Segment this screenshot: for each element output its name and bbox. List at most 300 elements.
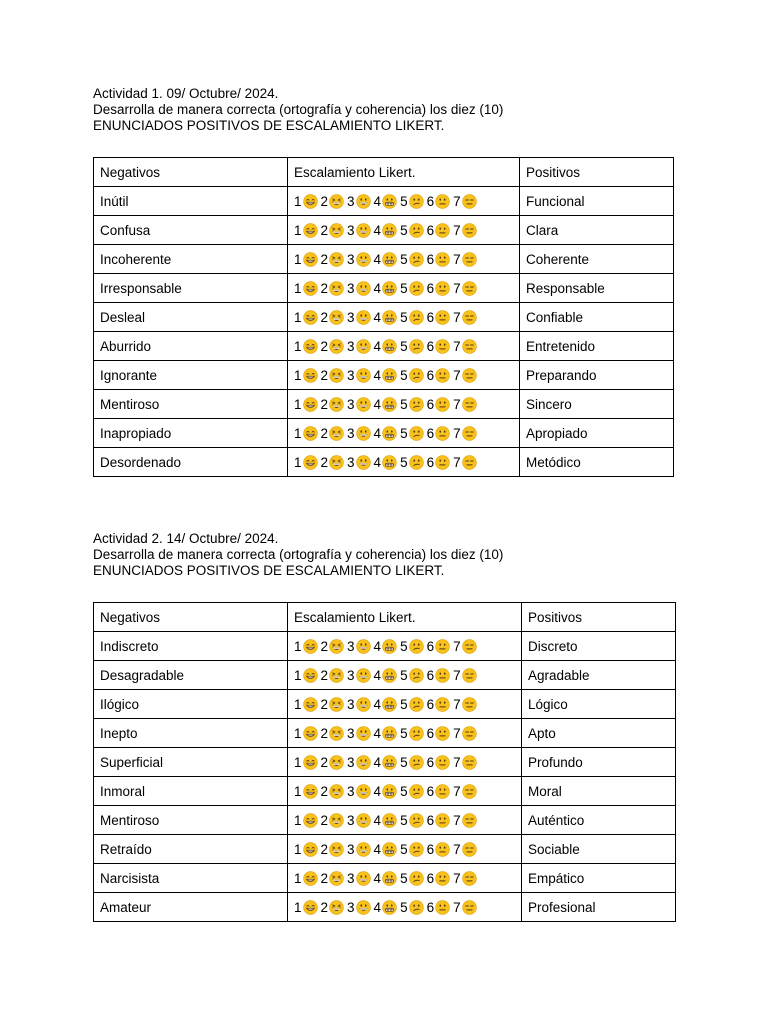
expressionless-face-icon — [462, 871, 477, 886]
confused-face-icon — [409, 252, 424, 267]
likert-number: 3 — [347, 899, 355, 915]
likert-number: 2 — [320, 725, 329, 741]
likert-option — [347, 697, 371, 712]
likert-number: 5 — [400, 396, 408, 412]
neutral-face-icon — [435, 639, 450, 654]
positive-term: Agradable — [522, 661, 676, 690]
likert-number: 7 — [453, 696, 461, 712]
likert-scale — [294, 813, 480, 828]
likert-number: 6 — [426, 396, 435, 412]
likert-option — [453, 339, 477, 354]
likert-option — [400, 310, 424, 325]
likert-number: 5 — [400, 193, 408, 209]
expressionless-face-icon — [462, 252, 477, 267]
likert-option — [294, 639, 318, 654]
grimacing-face-icon — [382, 310, 397, 325]
neutral-face-icon — [435, 194, 450, 209]
likert-option — [400, 813, 424, 828]
beaming-face-icon — [303, 310, 318, 325]
likert-option — [427, 310, 451, 325]
likert-number: 7 — [453, 338, 461, 354]
likert-table — [93, 157, 674, 477]
likert-number: 6 — [426, 193, 435, 209]
likert-option — [400, 755, 424, 770]
activity-subtitle: ENUNCIADOS POSITIVOS DE ESCALAMIENTO LIKERT. — [93, 563, 445, 578]
likert-option — [294, 252, 318, 267]
likert-number: 4 — [373, 783, 382, 799]
likert-scale-cell — [288, 245, 520, 274]
likert-option — [453, 900, 477, 915]
beaming-face-icon — [303, 223, 318, 238]
likert-option — [453, 813, 477, 828]
beaming-face-icon — [303, 784, 318, 799]
likert-number: 5 — [400, 754, 408, 770]
likert-scale — [294, 455, 480, 470]
likert-option — [400, 397, 424, 412]
positive-term: Profundo — [522, 748, 676, 777]
likert-option — [400, 726, 424, 741]
likert-scale-cell — [288, 216, 520, 245]
likert-option — [400, 426, 424, 441]
likert-number: 1 — [294, 812, 302, 828]
expressionless-face-icon — [462, 755, 477, 770]
likert-option — [294, 397, 318, 412]
likert-number: 3 — [347, 870, 355, 886]
beaming-face-icon — [303, 726, 318, 741]
positive-term: Auténtico — [522, 806, 676, 835]
grinning-face-icon — [356, 842, 371, 857]
likert-option — [321, 281, 345, 296]
likert-scale-cell — [288, 864, 522, 893]
likert-number: 6 — [426, 870, 435, 886]
likert-scale-cell — [288, 332, 520, 361]
likert-option — [427, 426, 451, 441]
likert-number: 1 — [294, 309, 302, 325]
likert-option — [453, 755, 477, 770]
likert-number: 2 — [320, 754, 329, 770]
likert-scale — [294, 726, 480, 741]
grimacing-face-icon — [382, 368, 397, 383]
likert-table — [93, 602, 676, 922]
likert-number: 3 — [347, 396, 355, 412]
grinning-squinting-face-icon — [329, 281, 344, 296]
likert-scale-cell — [288, 274, 520, 303]
likert-number: 6 — [426, 454, 435, 470]
beaming-face-icon — [303, 697, 318, 712]
header-negative: Negativos — [94, 603, 288, 632]
likert-number: 5 — [400, 251, 408, 267]
likert-scale-cell — [288, 719, 522, 748]
grimacing-face-icon — [382, 813, 397, 828]
grinning-face-icon — [356, 223, 371, 238]
likert-number: 3 — [347, 367, 355, 383]
likert-number: 3 — [347, 638, 355, 654]
likert-number: 4 — [373, 870, 382, 886]
likert-number: 2 — [320, 222, 329, 238]
likert-number: 5 — [400, 870, 408, 886]
beaming-face-icon — [303, 426, 318, 441]
likert-number: 2 — [320, 193, 329, 209]
likert-number: 1 — [294, 338, 302, 354]
grimacing-face-icon — [382, 668, 397, 683]
grinning-face-icon — [356, 194, 371, 209]
expressionless-face-icon — [462, 668, 477, 683]
beaming-face-icon — [303, 900, 318, 915]
likert-number: 1 — [294, 638, 302, 654]
expressionless-face-icon — [462, 223, 477, 238]
likert-scale-cell — [288, 893, 522, 922]
neutral-face-icon — [435, 426, 450, 441]
likert-option — [294, 726, 318, 741]
grinning-squinting-face-icon — [329, 339, 344, 354]
likert-option — [374, 726, 398, 741]
table-row — [94, 332, 674, 361]
confused-face-icon — [409, 194, 424, 209]
likert-option — [374, 813, 398, 828]
likert-number: 4 — [373, 193, 382, 209]
likert-number: 6 — [426, 280, 435, 296]
likert-scale-cell — [288, 806, 522, 835]
likert-number: 7 — [453, 725, 461, 741]
grimacing-face-icon — [382, 755, 397, 770]
likert-option — [453, 784, 477, 799]
grimacing-face-icon — [382, 223, 397, 238]
expressionless-face-icon — [462, 813, 477, 828]
neutral-face-icon — [435, 755, 450, 770]
likert-option — [294, 455, 318, 470]
confused-face-icon — [409, 813, 424, 828]
neutral-face-icon — [435, 339, 450, 354]
likert-number: 7 — [453, 396, 461, 412]
table-row — [94, 719, 676, 748]
likert-number: 5 — [400, 667, 408, 683]
likert-option — [347, 223, 371, 238]
likert-number: 4 — [373, 667, 382, 683]
grinning-squinting-face-icon — [329, 697, 344, 712]
beaming-face-icon — [303, 397, 318, 412]
likert-option — [347, 639, 371, 654]
positive-term: Preparando — [520, 361, 674, 390]
confused-face-icon — [409, 368, 424, 383]
neutral-face-icon — [435, 281, 450, 296]
likert-option — [347, 900, 371, 915]
likert-number: 7 — [453, 309, 461, 325]
likert-number: 5 — [400, 783, 408, 799]
positive-term: Coherente — [520, 245, 674, 274]
activity-instruction: Desarrolla de manera correcta (ortografía y coherencia) los diez (10) — [93, 547, 504, 562]
likert-option — [400, 339, 424, 354]
negative-term: Mentiroso — [94, 390, 288, 419]
grinning-face-icon — [356, 900, 371, 915]
likert-number: 5 — [400, 222, 408, 238]
likert-option — [321, 813, 345, 828]
confused-face-icon — [409, 784, 424, 799]
likert-scale — [294, 755, 480, 770]
beaming-face-icon — [303, 871, 318, 886]
likert-option — [321, 784, 345, 799]
likert-option — [347, 397, 371, 412]
positive-term: Metódico — [520, 448, 674, 477]
likert-number: 5 — [400, 812, 408, 828]
positive-term: Apto — [522, 719, 676, 748]
grinning-face-icon — [356, 397, 371, 412]
likert-number: 5 — [400, 367, 408, 383]
neutral-face-icon — [435, 697, 450, 712]
table-row — [94, 632, 676, 661]
likert-number: 3 — [347, 338, 355, 354]
likert-option — [321, 639, 345, 654]
likert-option — [294, 223, 318, 238]
grinning-squinting-face-icon — [329, 368, 344, 383]
beaming-face-icon — [303, 252, 318, 267]
likert-option — [453, 223, 477, 238]
likert-option — [347, 455, 371, 470]
neutral-face-icon — [435, 455, 450, 470]
negative-term: Amateur — [94, 893, 288, 922]
table-row — [94, 448, 674, 477]
likert-number: 5 — [400, 280, 408, 296]
likert-option — [453, 842, 477, 857]
likert-option — [294, 368, 318, 383]
table-row — [94, 661, 676, 690]
likert-option — [400, 455, 424, 470]
grinning-face-icon — [356, 697, 371, 712]
likert-scale — [294, 784, 480, 799]
grinning-squinting-face-icon — [329, 842, 344, 857]
table-row — [94, 390, 674, 419]
likert-option — [294, 281, 318, 296]
likert-number: 4 — [373, 222, 382, 238]
positive-term: Clara — [520, 216, 674, 245]
likert-number: 7 — [453, 812, 461, 828]
confused-face-icon — [409, 726, 424, 741]
table-row — [94, 835, 676, 864]
likert-number: 7 — [453, 783, 461, 799]
grinning-squinting-face-icon — [329, 900, 344, 915]
likert-number: 7 — [453, 870, 461, 886]
neutral-face-icon — [435, 871, 450, 886]
likert-scale — [294, 281, 480, 296]
neutral-face-icon — [435, 368, 450, 383]
likert-scale — [294, 900, 480, 915]
neutral-face-icon — [435, 784, 450, 799]
likert-number: 3 — [347, 812, 355, 828]
likert-scale — [294, 194, 480, 209]
likert-option — [294, 194, 318, 209]
likert-option — [400, 223, 424, 238]
likert-option — [347, 194, 371, 209]
likert-number: 1 — [294, 870, 302, 886]
grinning-squinting-face-icon — [329, 223, 344, 238]
negative-term: Ilógico — [94, 690, 288, 719]
likert-option — [400, 871, 424, 886]
expressionless-face-icon — [462, 281, 477, 296]
likert-number: 6 — [426, 338, 435, 354]
table-row — [94, 690, 676, 719]
neutral-face-icon — [435, 842, 450, 857]
likert-number: 5 — [400, 899, 408, 915]
likert-option — [453, 397, 477, 412]
likert-option — [374, 697, 398, 712]
activity-subtitle: ENUNCIADOS POSITIVOS DE ESCALAMIENTO LIKERT. — [93, 118, 445, 133]
likert-number: 2 — [320, 812, 329, 828]
likert-number: 1 — [294, 841, 302, 857]
likert-option — [374, 455, 398, 470]
expressionless-face-icon — [462, 726, 477, 741]
negative-term: Irresponsable — [94, 274, 288, 303]
likert-option — [453, 310, 477, 325]
likert-number: 7 — [453, 193, 461, 209]
likert-option — [321, 339, 345, 354]
confused-face-icon — [409, 397, 424, 412]
likert-number: 7 — [453, 667, 461, 683]
likert-option — [400, 368, 424, 383]
likert-number: 1 — [294, 667, 302, 683]
likert-option — [374, 339, 398, 354]
likert-number: 4 — [373, 754, 382, 770]
likert-option — [427, 397, 451, 412]
likert-option — [453, 697, 477, 712]
likert-option — [427, 813, 451, 828]
likert-option — [294, 900, 318, 915]
grinning-squinting-face-icon — [329, 310, 344, 325]
likert-scale — [294, 639, 480, 654]
confused-face-icon — [409, 310, 424, 325]
negative-term: Retraído — [94, 835, 288, 864]
likert-option — [427, 639, 451, 654]
likert-number: 6 — [426, 783, 435, 799]
likert-number: 1 — [294, 193, 302, 209]
positive-term: Empático — [522, 864, 676, 893]
negative-term: Confusa — [94, 216, 288, 245]
likert-option — [374, 755, 398, 770]
beaming-face-icon — [303, 339, 318, 354]
likert-option — [400, 252, 424, 267]
likert-number: 4 — [373, 638, 382, 654]
likert-option — [374, 639, 398, 654]
likert-scale-cell — [288, 661, 522, 690]
negative-term: Inepto — [94, 719, 288, 748]
likert-number: 4 — [373, 725, 382, 741]
negative-term: Indiscreto — [94, 632, 288, 661]
likert-option — [347, 426, 371, 441]
grinning-squinting-face-icon — [329, 252, 344, 267]
grinning-face-icon — [356, 426, 371, 441]
likert-option — [347, 310, 371, 325]
grinning-face-icon — [356, 252, 371, 267]
likert-option — [294, 310, 318, 325]
likert-option — [374, 281, 398, 296]
likert-option — [453, 426, 477, 441]
likert-number: 3 — [347, 309, 355, 325]
activity-instruction: Desarrolla de manera correcta (ortografía y coherencia) los diez (10) — [93, 102, 504, 117]
beaming-face-icon — [303, 813, 318, 828]
header-scale: Escalamiento Likert. — [288, 603, 522, 632]
grimacing-face-icon — [382, 784, 397, 799]
likert-number: 3 — [347, 841, 355, 857]
likert-option — [453, 455, 477, 470]
likert-scale-cell — [288, 361, 520, 390]
likert-number: 1 — [294, 696, 302, 712]
likert-option — [374, 784, 398, 799]
likert-scale-cell — [288, 303, 520, 332]
likert-option — [453, 726, 477, 741]
grinning-squinting-face-icon — [329, 426, 344, 441]
likert-number: 5 — [400, 638, 408, 654]
likert-scale-cell — [288, 419, 520, 448]
likert-option — [453, 871, 477, 886]
likert-number: 1 — [294, 425, 302, 441]
likert-option — [374, 310, 398, 325]
negative-term: Desordenado — [94, 448, 288, 477]
likert-option — [347, 368, 371, 383]
grimacing-face-icon — [382, 194, 397, 209]
likert-number: 6 — [426, 367, 435, 383]
likert-number: 6 — [426, 222, 435, 238]
likert-number: 5 — [400, 696, 408, 712]
positive-term: Moral — [522, 777, 676, 806]
grinning-face-icon — [356, 668, 371, 683]
likert-number: 3 — [347, 754, 355, 770]
likert-number: 2 — [320, 396, 329, 412]
grimacing-face-icon — [382, 871, 397, 886]
likert-scale — [294, 397, 480, 412]
likert-option — [427, 339, 451, 354]
grimacing-face-icon — [382, 842, 397, 857]
likert-option — [347, 871, 371, 886]
likert-option — [321, 194, 345, 209]
beaming-face-icon — [303, 668, 318, 683]
likert-number: 2 — [320, 309, 329, 325]
neutral-face-icon — [435, 223, 450, 238]
likert-option — [347, 784, 371, 799]
likert-scale-cell — [288, 690, 522, 719]
likert-scale — [294, 668, 480, 683]
likert-number: 2 — [320, 338, 329, 354]
grimacing-face-icon — [382, 252, 397, 267]
likert-number: 2 — [320, 667, 329, 683]
likert-option — [294, 842, 318, 857]
confused-face-icon — [409, 900, 424, 915]
table-row — [94, 777, 676, 806]
activity-1 — [93, 86, 674, 477]
confused-face-icon — [409, 339, 424, 354]
likert-option — [321, 455, 345, 470]
likert-number: 4 — [373, 309, 382, 325]
header-negative: Negativos — [94, 158, 288, 187]
likert-option — [347, 726, 371, 741]
likert-number: 6 — [426, 725, 435, 741]
likert-number: 3 — [347, 667, 355, 683]
likert-number: 3 — [347, 280, 355, 296]
likert-option — [374, 223, 398, 238]
grinning-squinting-face-icon — [329, 755, 344, 770]
likert-number: 4 — [373, 338, 382, 354]
grinning-face-icon — [356, 455, 371, 470]
likert-option — [294, 426, 318, 441]
confused-face-icon — [409, 755, 424, 770]
likert-option — [321, 668, 345, 683]
likert-option — [427, 784, 451, 799]
confused-face-icon — [409, 668, 424, 683]
table-row — [94, 274, 674, 303]
neutral-face-icon — [435, 668, 450, 683]
likert-number: 7 — [453, 754, 461, 770]
likert-number: 5 — [400, 309, 408, 325]
positive-term: Apropiado — [520, 419, 674, 448]
likert-scale — [294, 310, 480, 325]
grinning-squinting-face-icon — [329, 871, 344, 886]
